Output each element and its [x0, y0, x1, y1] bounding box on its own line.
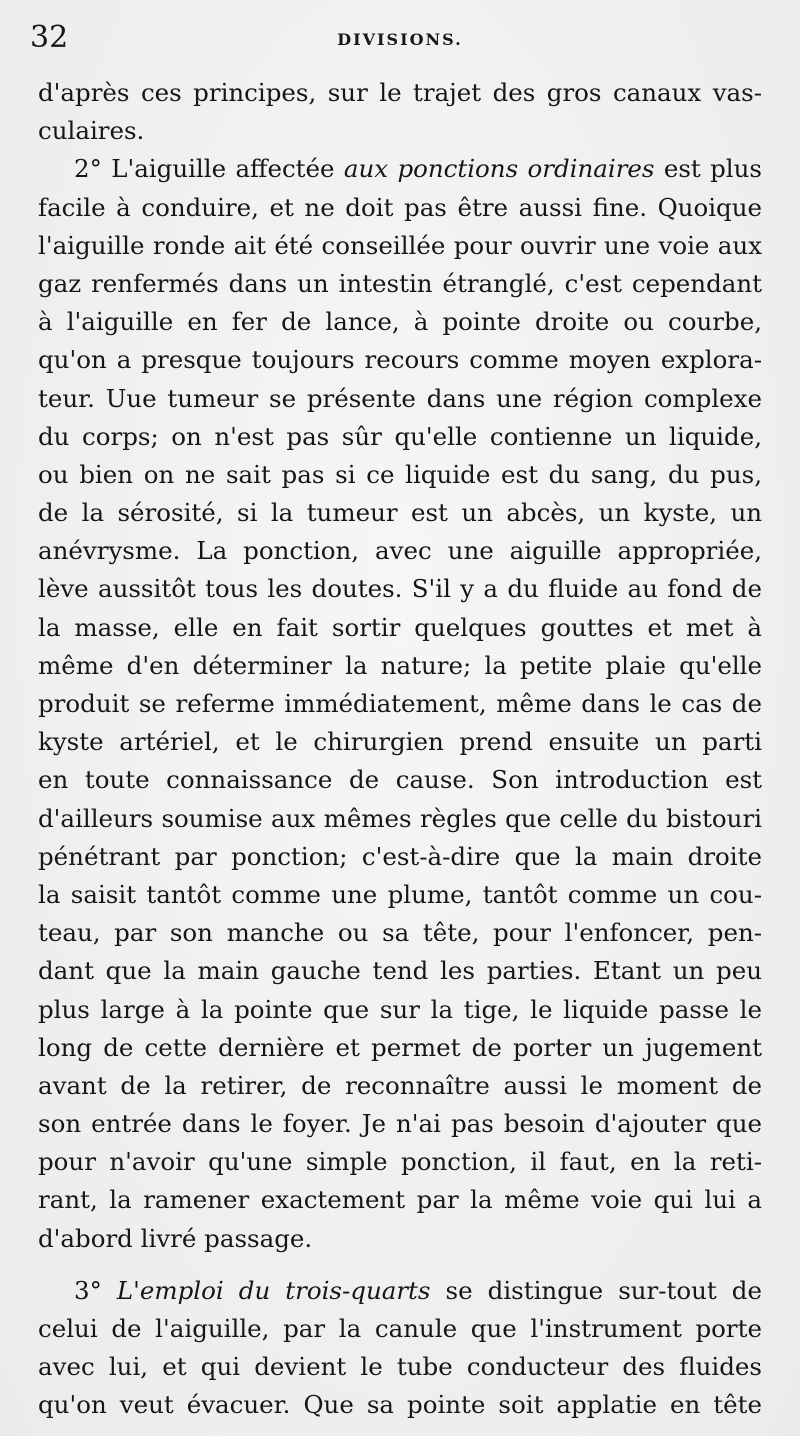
- text-line: la saisit tantôt comme une plume, tantôt comme un cou-: [38, 879, 762, 909]
- text-line: l'aiguille ronde ait été conseillée pour ouvrir une voie aux: [38, 230, 762, 260]
- text-line: qu'on veut évacuer. Que sa pointe soit applatie en tête: [38, 1390, 762, 1420]
- running-title: DIVISIONS.: [337, 30, 463, 49]
- text-line: gaz renfermés dans un intestin étranglé, c'est cependant: [38, 268, 762, 298]
- text-line: pénétrant par ponction; c'est-à-dire que la main droite: [38, 841, 762, 871]
- text-line: qu'on a presque toujours recours comme moyen explora-: [38, 345, 762, 375]
- text-line: même d'en déterminer la nature; la petite plaie qu'elle: [38, 650, 762, 680]
- text-line: dant que la main gauche tend les parties. Etant un peu: [38, 956, 762, 986]
- text-line: d'ailleurs soumise aux mêmes règles que celle du bistouri: [38, 803, 762, 833]
- italic-text: aux ponctions ordinaires: [343, 154, 655, 184]
- text-line: culaires.: [38, 116, 145, 146]
- text-segment: 2° L'aiguille affectée: [74, 154, 344, 184]
- text-line: avec lui, et qui devient le tube conducteur des fluides: [38, 1352, 762, 1382]
- text-line: produit se referme immédiatement, même dans le cas de: [38, 689, 762, 718]
- text-line: de la sérosité, si la tumeur est un abcès, un kyste, un: [38, 498, 762, 528]
- text-line: d'abord livré passage.: [38, 1223, 313, 1253]
- paragraph: [38, 74, 762, 150]
- text-line: du corps; on n'est pas sûr qu'elle contienne un liquide,: [38, 421, 762, 451]
- text-line: en toute connaissance de cause. Son introduction est: [38, 765, 762, 795]
- text-line: à l'aiguille en fer de lance, à pointe droite ou courbe,: [38, 307, 762, 337]
- text-segment: se distingue sur-tout de: [430, 1275, 762, 1305]
- text-line: la masse, elle en fait sortir quelques gouttes et met à: [38, 612, 762, 642]
- text-segment: 3°: [74, 1275, 117, 1305]
- text-line: d'après ces principes, sur le trajet des gros canaux vas-: [38, 78, 762, 107]
- text-line: anévrysme. La ponction, avec une aiguille appropriée,: [38, 536, 762, 566]
- text-line: plus large à la pointe que sur la tige, le liquide passe le: [38, 994, 762, 1024]
- text-line: son entrée dans le foyer. Je n'ai pas besoin d'ajouter que: [38, 1109, 762, 1139]
- text-line: facile à conduire, et ne doit pas être aussi fine. Quoique: [38, 192, 762, 222]
- text-segment: est plus: [654, 154, 762, 184]
- text-line: lève aussitôt tous les doutes. S'il y a du fluide au fond de: [38, 574, 762, 604]
- text-line: ou bien on ne sait pas si ce liquide est du sang, du pus,: [38, 459, 762, 489]
- page-number: 32: [30, 20, 69, 55]
- text-line: avant de la retirer, de reconnaître aussi le moment de: [38, 1070, 762, 1100]
- text-line: [38, 1272, 762, 1310]
- text-line: [38, 150, 762, 188]
- text-line: long de cette dernière et permet de porter un jugement: [38, 1032, 762, 1062]
- italic-text: L'emploi du trois-quarts: [116, 1275, 431, 1305]
- body-text: [38, 74, 762, 1425]
- paragraph-gap: [38, 1258, 762, 1272]
- text-line: teur. Uue tumeur se présente dans une région complexe: [38, 383, 762, 413]
- paragraph: [38, 150, 762, 1257]
- text-line: celui de l'aiguille, par la canule que l'instrument porte: [38, 1314, 762, 1343]
- text-line: kyste artériel, et le chirurgien prend ensuite un parti: [38, 727, 762, 757]
- text-line: pour n'avoir qu'une simple ponction, il faut, en la reti-: [38, 1147, 762, 1177]
- text-line: rant, la ramener exactement par la même voie qui lui a: [38, 1185, 762, 1215]
- text-line: teau, par son manche ou sa tête, pour l'enfoncer, pen-: [38, 918, 762, 948]
- paragraph: [38, 1272, 762, 1425]
